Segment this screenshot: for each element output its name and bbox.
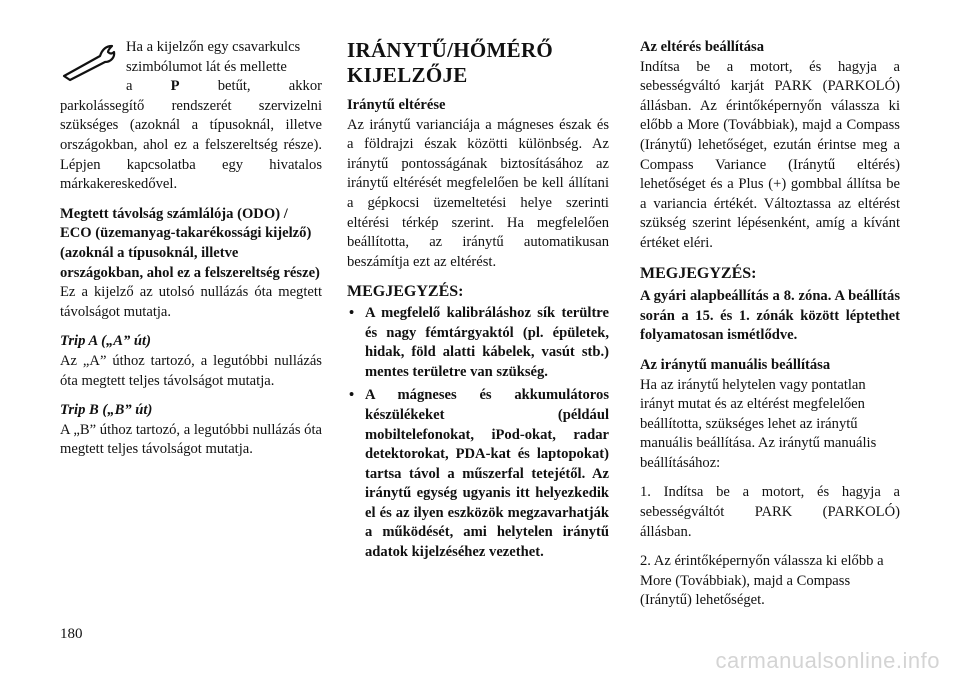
odo-text: Ez a kijelző az utolsó nullázás óta megtett távolságot mutatja. (60, 284, 322, 320)
middle-column (347, 38, 609, 567)
note-line-3-p: P (170, 78, 180, 95)
title-line-1: IRÁNYTŰ/HŐMÉRŐ (347, 38, 554, 62)
wrench-icon (60, 42, 120, 82)
variance-text: Az iránytű varianciája a mágneses észak és a földrajzi észak közötti különbség. Az iránytű pontosságának biztosításához az iránytű eltérését megfelelően be kell állítani a gépkocsi üzemeltetési helye szerinti eltérési térkép szerint. Ha megfelelően beállította, az iránytű automatikusan beszámítja ezt az eltérést. (347, 116, 609, 270)
note-rest: parkolássegítő rendszerét szervizelni szükséges (azoknál a típusoknál, illetve országokban, ahol ez a felszereltség része). Lépjen kapcsolatba egy hivatalos márkakereskedővel. (60, 97, 322, 193)
note-line-3-a: a (126, 78, 133, 95)
page-number: 180 (60, 626, 83, 642)
note-line-3-c: akkor (288, 78, 322, 95)
note-bullets (347, 304, 609, 563)
manual-calibration-heading: Az iránytű manuális beállítása (640, 356, 831, 373)
title-line-2: KIJELZŐJE (347, 63, 468, 87)
tripa-text: Az „A” úthoz tartozó, a legutóbbi nullázás óta megtett teljes távolságot mutatja. (60, 352, 322, 389)
left-column (60, 38, 322, 460)
tripb-text: A „B” úthoz tartozó, a legutóbbi nullázás óta megtett teljes távolságot mutatja. (60, 421, 322, 458)
bullet-dot: • (349, 304, 355, 321)
watermark: carmanualsonline.info (715, 648, 940, 673)
right-column (640, 38, 900, 611)
note-line-3-b: betűt, (217, 78, 251, 95)
odo-heading: Megtett távolság számlálója (ODO) / ECO (üzemanyag-takarékossági kijelző) (azoknál a típusoknál, illetve országokban, ahol ez a felszereltség része) (60, 205, 320, 281)
note-line-2: szimbólumot lát és mellette (126, 58, 287, 75)
bullet-text: A mágneses és akkumulátoros készülékeket (például mobiltelefonokat, iPod-okat, radar detektorokat, PDA-kat és laptopokat) tartsa távol a műszerfal tetejétől. Az iránytű egység ugyanis itt helyezkedik el és az ilyen eszközök megzavarhatják a működését, ami helytelen iránytű adatok kijelzéséhez vezethet. (365, 387, 609, 561)
manual-calibration-text: Ha az iránytű helytelen vagy pontatlan irányt mutat és az eltérést megfelelően beállította, szükséges lehet az iránytű manuális beállítása. Az iránytű manuális beállításához: (640, 376, 877, 471)
tripb-heading: Trip B („B” út) (60, 402, 153, 419)
note-line-1: Ha a kijelzőn egy csavarkulcs (126, 39, 301, 55)
bullet-dot: • (349, 387, 355, 404)
bullet-text: A megfelelő kalibráláshoz sík terültre és nagy fémtárgyaktól (pl. épületek, hidak, föld alatti kábelek, vasút stb.) mentes területre van szükség. (365, 304, 609, 380)
step-1: 1. Indítsa be a motort, és hagyja a sebességváltót PARK (PARKOLÓ) állásban. (640, 484, 900, 540)
note-heading: MEGJEGYZÉS: (347, 283, 464, 301)
variance-setting-heading: Az eltérés beállítása (640, 39, 765, 55)
note-bullet (347, 386, 609, 562)
right-note-heading: MEGJEGYZÉS: (640, 264, 757, 282)
section-title (347, 38, 609, 88)
note-bullet (347, 304, 609, 382)
variance-setting-text: Indítsa be a motort, és hagyja a sebességváltó karját PARK (PARKOLÓ) állásban. Az érintőképernyőn válassza ki előbb a More (Továbbiak), majd a Compass (Iránytű) lehetőséget, ezután érintse meg a Compass Variance (Iránytű eltérés) lehetőséget és a Plus (+) gombbal állítsa be a variancia értékét. Változtassa az eltérést szükség szerint lépésenként, amíg a kívánt értéket eléri. (640, 58, 900, 251)
variance-heading: Iránytű eltérése (347, 97, 446, 113)
tripa-heading: Trip A („A” út) (60, 333, 151, 350)
right-note-text: A gyári alapbeállítás a 8. zóna. A beállítás során a 15. és 1. zónák között léptethet folyamatosan ismétlődve. (640, 288, 900, 344)
step-2: 2. Az érintőképernyőn válassza ki előbb a More (Továbbiak), majd a Compass (Iránytű) lehetőséget. (640, 553, 884, 609)
